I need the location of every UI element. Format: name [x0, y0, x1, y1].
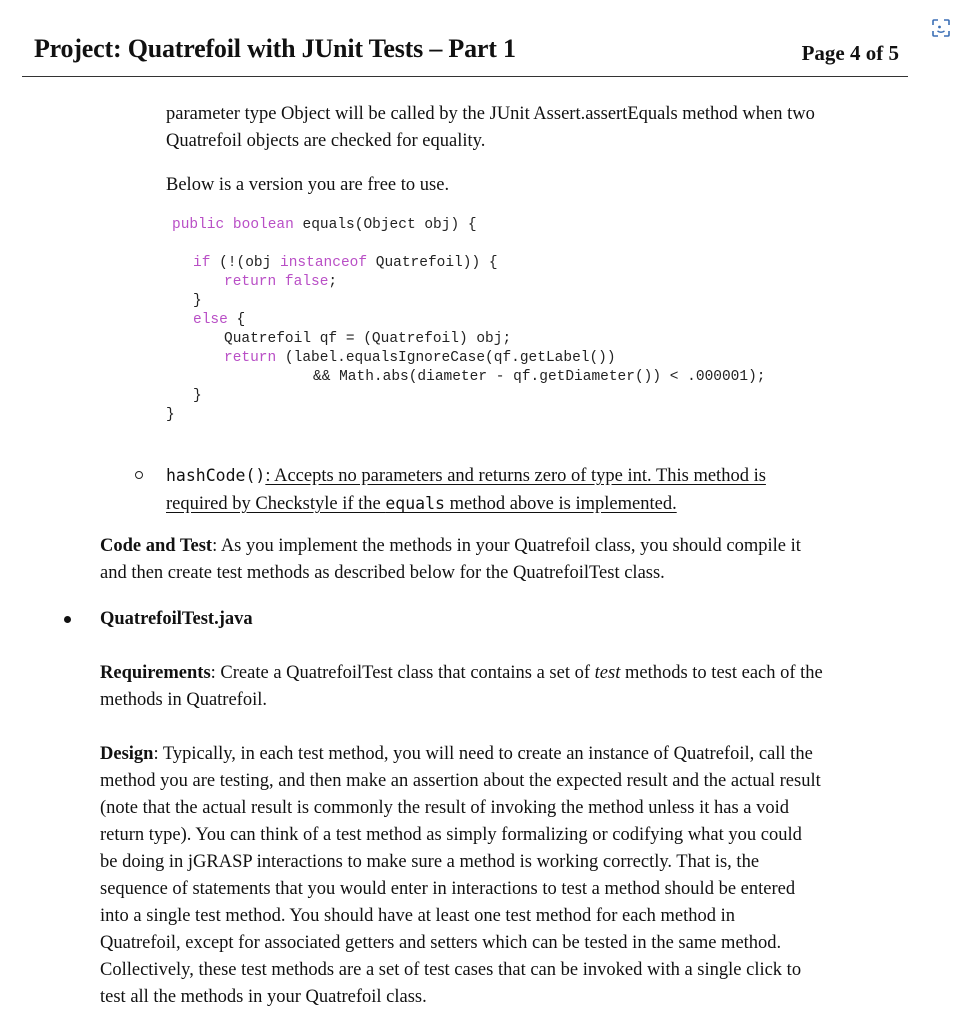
requirements-paragraph [100, 660, 823, 714]
code-and-test-text-1: : As you implement the methods in your Quatrefoil class, you should compile it [212, 536, 801, 556]
code-line-3 [224, 273, 337, 292]
hashcode-desc-2a: required by Checkstyle if the [166, 494, 386, 514]
code-keyword: instanceof [280, 255, 368, 271]
code-line-4: } [193, 293, 202, 309]
design-line-2: method you are testing, and then make an assertion about the expected result and the actual result [100, 771, 821, 791]
design-label: Design [100, 744, 154, 764]
intro-line-2: Quatrefoil objects are checked for equality. [166, 131, 486, 151]
code-keyword: public boolean [172, 217, 294, 233]
design-line-4: return type). You can think of a test method as simply formalizing or codifying what you could [100, 825, 802, 845]
file-heading: QuatrefoilTest.java [100, 609, 253, 629]
page-title: Project: Quatrefoil with JUnit Tests – Part 1 [34, 34, 516, 63]
code-line-9: } [193, 388, 202, 404]
code-and-test-paragraph [100, 533, 801, 587]
requirements-text-1a: : Create a QuatrefoilTest class that contains a set of [210, 663, 595, 683]
intro-paragraph [166, 101, 815, 155]
bullet-icon [64, 616, 71, 623]
code-line-7 [224, 349, 616, 368]
scan-icon[interactable] [931, 18, 951, 38]
code-line-5 [193, 311, 245, 330]
code-and-test-text-2: and then create test methods as described below for the QuatrefoilTest class. [100, 563, 665, 583]
code-keyword: else [193, 312, 228, 328]
design-line-10: test all the methods in your Quatrefoil class. [100, 987, 427, 1007]
hashcode-method: hashCode() [166, 466, 266, 485]
code-keyword: if [193, 255, 211, 271]
hashcode-desc-1: Accepts no parameters and returns zero of type int. This method is [270, 466, 766, 486]
requirements-label: Requirements [100, 663, 211, 683]
requirements-emphasis: test [594, 663, 621, 683]
design-line-6: sequence of statements that you would enter in interactions to test a method should be entered [100, 879, 796, 899]
design-paragraph [100, 741, 821, 1011]
design-line-7: into a single test method. You should have at least one test method for each method in [100, 906, 736, 926]
code-text: equals(Object obj) { [293, 217, 477, 233]
intro-below-text: Below is a version you are free to use. [166, 175, 450, 195]
code-line-1 [172, 216, 477, 235]
code-text: { [227, 312, 246, 328]
intro-line-1: parameter type Object will be called by the JUnit Assert.assertEquals method when two [166, 104, 815, 124]
code-line-6: Quatrefoil qf = (Quatrefoil) obj; [224, 331, 512, 347]
header-divider [22, 76, 908, 77]
hashcode-desc-2 [166, 494, 677, 514]
code-keyword: return [224, 350, 277, 366]
design-line-5: be doing in jGRASP interactions to make sure a method is working correctly. That is, the [100, 852, 760, 872]
code-text: Quatrefoil)) { [367, 255, 498, 271]
page-number: Page 4 of 5 [801, 41, 899, 65]
code-line-8: && Math.abs(diameter - qf.getDiameter()) < .000001); [313, 369, 766, 385]
code-and-test-label: Code and Test [100, 536, 213, 556]
hashcode-item [166, 462, 766, 518]
code-text: (label.equalsIgnoreCase(qf.getLabel()) [276, 350, 616, 366]
design-line-1: : Typically, in each test method, you will need to create an instance of Quatrefoil, call the [153, 744, 813, 764]
requirements-text-1b: methods to test each of the [620, 663, 823, 683]
code-line-10: } [166, 407, 175, 423]
design-line-9: Collectively, these test methods are a set of test cases that can be invoked with a single click to [100, 960, 802, 980]
design-line-3: (note that the actual result is commonly the result of invoking the method unless it has a void [100, 798, 789, 818]
code-text: (!(obj [210, 255, 281, 271]
circle-bullet-icon [135, 471, 143, 479]
code-keyword: return false [224, 274, 329, 290]
design-line-8: Quatrefoil, except for associated getters and setters which can be tested in the same method. [100, 933, 782, 953]
requirements-text-2: methods in Quatrefoil. [100, 690, 267, 710]
hashcode-desc-2b: method above is implemented. [444, 494, 677, 514]
equals-mono: equals [385, 494, 445, 513]
code-text: ; [328, 274, 338, 290]
hashcode-colon: : [265, 466, 271, 486]
code-line-2 [193, 254, 498, 273]
